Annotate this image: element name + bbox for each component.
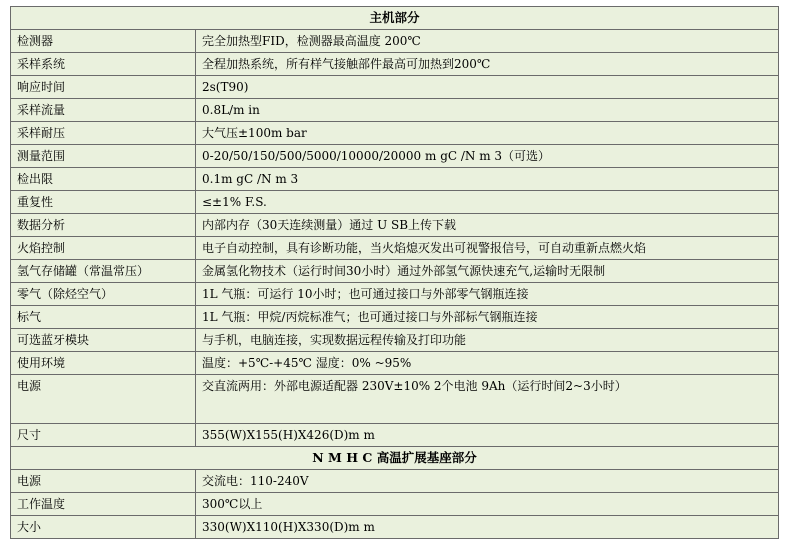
row-value: 1L 气瓶：甲烷/丙烷标准气；也可通过接口与外部标气钢瓶连接	[196, 306, 779, 329]
row-label: 标气	[11, 306, 196, 329]
row-label: 氢气存储罐（常温常压）	[11, 260, 196, 283]
row-value: 电子自动控制，具有诊断功能，当火焰熄灭发出可视警报信号，可自动重新点燃火焰	[196, 237, 779, 260]
row-value: 全程加热系统，所有样气接触部件最高可加热到200℃	[196, 53, 779, 76]
row-value: 300℃以上	[196, 493, 779, 516]
spec-table-container	[10, 6, 778, 539]
row-label: 火焰控制	[11, 237, 196, 260]
row-label: 大小	[11, 516, 196, 539]
table-row	[11, 30, 779, 53]
section-header-row	[11, 447, 779, 470]
row-label: 电源	[11, 375, 196, 424]
table-row	[11, 516, 779, 539]
table-row	[11, 329, 779, 352]
row-label: 采样系统	[11, 53, 196, 76]
row-value: 交流电：110-240V	[196, 470, 779, 493]
table-row	[11, 424, 779, 447]
table-row	[11, 214, 779, 237]
row-label: 工作温度	[11, 493, 196, 516]
row-label: 检出限	[11, 168, 196, 191]
row-value: 0.8L/m in	[196, 99, 779, 122]
row-value: 1L 气瓶：可运行 10小时；也可通过接口与外部零气钢瓶连接	[196, 283, 779, 306]
row-value: 大气压±100m bar	[196, 122, 779, 145]
row-label: 采样流量	[11, 99, 196, 122]
table-row	[11, 260, 779, 283]
table-row	[11, 191, 779, 214]
row-label: 响应时间	[11, 76, 196, 99]
row-label: 测量范围	[11, 145, 196, 168]
row-label: 零气（除烃空气）	[11, 283, 196, 306]
table-row	[11, 145, 779, 168]
row-value: 0-20/50/150/500/5000/10000/20000 m gC /N m 3（可选）	[196, 145, 779, 168]
row-value: 温度：+5℃-+45℃ 湿度：0% ~95%	[196, 352, 779, 375]
row-value: 2s(T90)	[196, 76, 779, 99]
table-row	[11, 122, 779, 145]
section-title: 主机部分	[11, 7, 779, 30]
table-row	[11, 493, 779, 516]
table-row	[11, 283, 779, 306]
table-row	[11, 375, 779, 424]
section-header-row	[11, 7, 779, 30]
table-row	[11, 53, 779, 76]
table-row	[11, 352, 779, 375]
row-value: ≤±1% F.S.	[196, 191, 779, 214]
row-label: 重复性	[11, 191, 196, 214]
row-value: 330(W)X110(H)X330(D)m m	[196, 516, 779, 539]
row-label: 尺寸	[11, 424, 196, 447]
table-row	[11, 99, 779, 122]
row-label: 检测器	[11, 30, 196, 53]
row-value: 355(W)X155(H)X426(D)m m	[196, 424, 779, 447]
row-value: 与手机，电脑连接，实现数据远程传输及打印功能	[196, 329, 779, 352]
table-row	[11, 306, 779, 329]
table-row	[11, 168, 779, 191]
section-title: N M H C 高温扩展基座部分	[11, 447, 779, 470]
row-label: 数据分析	[11, 214, 196, 237]
row-label: 电源	[11, 470, 196, 493]
row-value: 金属氢化物技术（运行时间30小时）通过外部氢气源快速充气,运输时无限制	[196, 260, 779, 283]
row-label: 可选蓝牙模块	[11, 329, 196, 352]
row-value: 0.1m gC /N m 3	[196, 168, 779, 191]
row-label: 采样耐压	[11, 122, 196, 145]
row-value: 完全加热型FID，检测器最高温度 200℃	[196, 30, 779, 53]
spec-table	[10, 6, 779, 539]
row-label: 使用环境	[11, 352, 196, 375]
table-row	[11, 237, 779, 260]
row-value: 内部内存（30天连续测量）通过 U SB上传下载	[196, 214, 779, 237]
table-row	[11, 470, 779, 493]
row-value: 交直流两用：外部电源适配器 230V±10% 2个电池 9Ah（运行时间2~3小时）	[196, 375, 779, 424]
table-row	[11, 76, 779, 99]
